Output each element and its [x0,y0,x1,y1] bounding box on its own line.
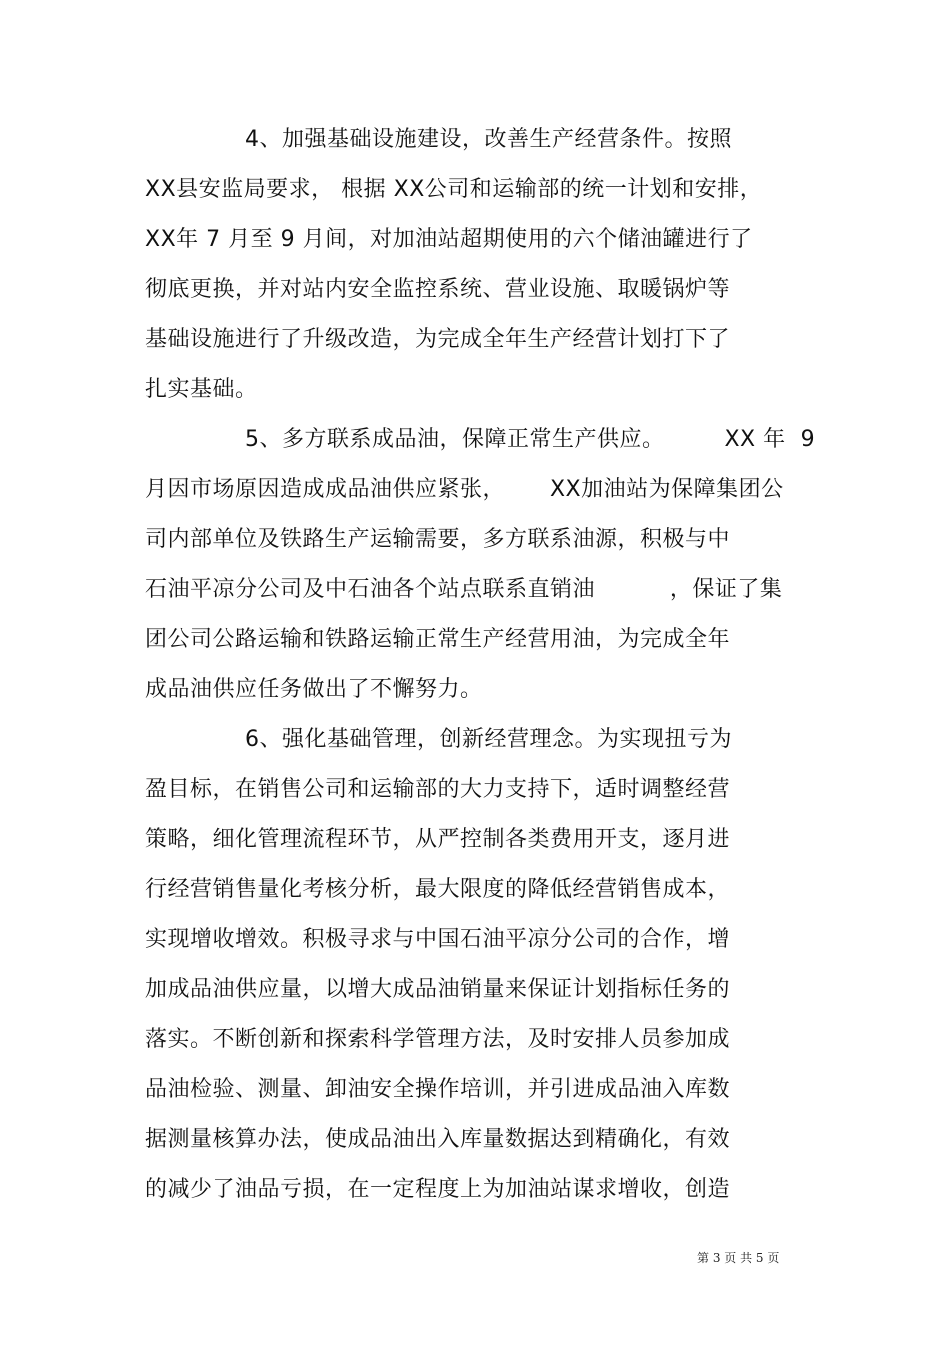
page-number-footer: 第 3 页 共 5 页 [697,1251,780,1265]
text-line-para6-heading: 6、强化基础管理，创新经营理念。为实现扭亏为 [245,727,732,752]
text-line: 据测量核算办法，使成品油出入库量数据达到精确化，有效 [145,1127,731,1152]
text-line: 团公司公路运输和铁路运输正常生产经营用油，为完成全年 [145,627,731,652]
text-line: 品油检验、测量、卸油安全操作培训，并引进成品油入库数 [145,1077,731,1102]
text-line: 石油平凉分公司及中石油各个站点联系直销油 ，保证了集 [145,577,783,602]
text-line: 行经营销售量化考核分析，最大限度的降低经营销售成本， [145,877,731,902]
text-line: XX县安监局要求， 根据 XX公司和运输部的统一计划和安排， [145,177,763,202]
text-line: 月因市场原因造成成品油供应紧张， XX加油站为保障集团公 [145,477,784,502]
text-line: 策略，细化管理流程环节，从严控制各类费用开支，逐月进 [145,827,731,852]
text-line: 彻底更换，并对站内安全监控系统、营业设施、取暖锅炉等 [145,277,731,302]
text-line: 落实。不断创新和探索科学管理方法，及时安排人员参加成 [145,1027,731,1052]
text-line: 的减少了油品亏损，在一定程度上为加油站谋求增收，创造 [145,1177,731,1202]
text-line: 成品油供应任务做出了不懈努力。 [145,677,483,702]
text-line-para5-heading: 5、多方联系成品油，保障正常生产供应。 XX 年 9 [245,427,816,452]
text-line: 基础设施进行了升级改造，为完成全年生产经营计划打下了 [145,327,731,352]
text-line-para4-heading: 4、加强基础设施建设，改善生产经营条件。按照 [245,127,732,152]
text-line: 实现增收增效。积极寻求与中国石油平凉分公司的合作，增 [145,927,731,952]
text-line: 加成品油供应量，以增大成品油销量来保证计划指标任务的 [145,977,731,1002]
text-line: XX年 7 月至 9 月间，对加油站超期使用的六个储油罐进行了 [145,227,753,252]
text-line: 扎实基础。 [145,377,258,402]
text-line: 司内部单位及铁路生产运输需要，多方联系油源，积极与中 [145,527,731,552]
text-line: 盈目标，在销售公司和运输部的大力支持下，适时调整经营 [145,777,731,802]
